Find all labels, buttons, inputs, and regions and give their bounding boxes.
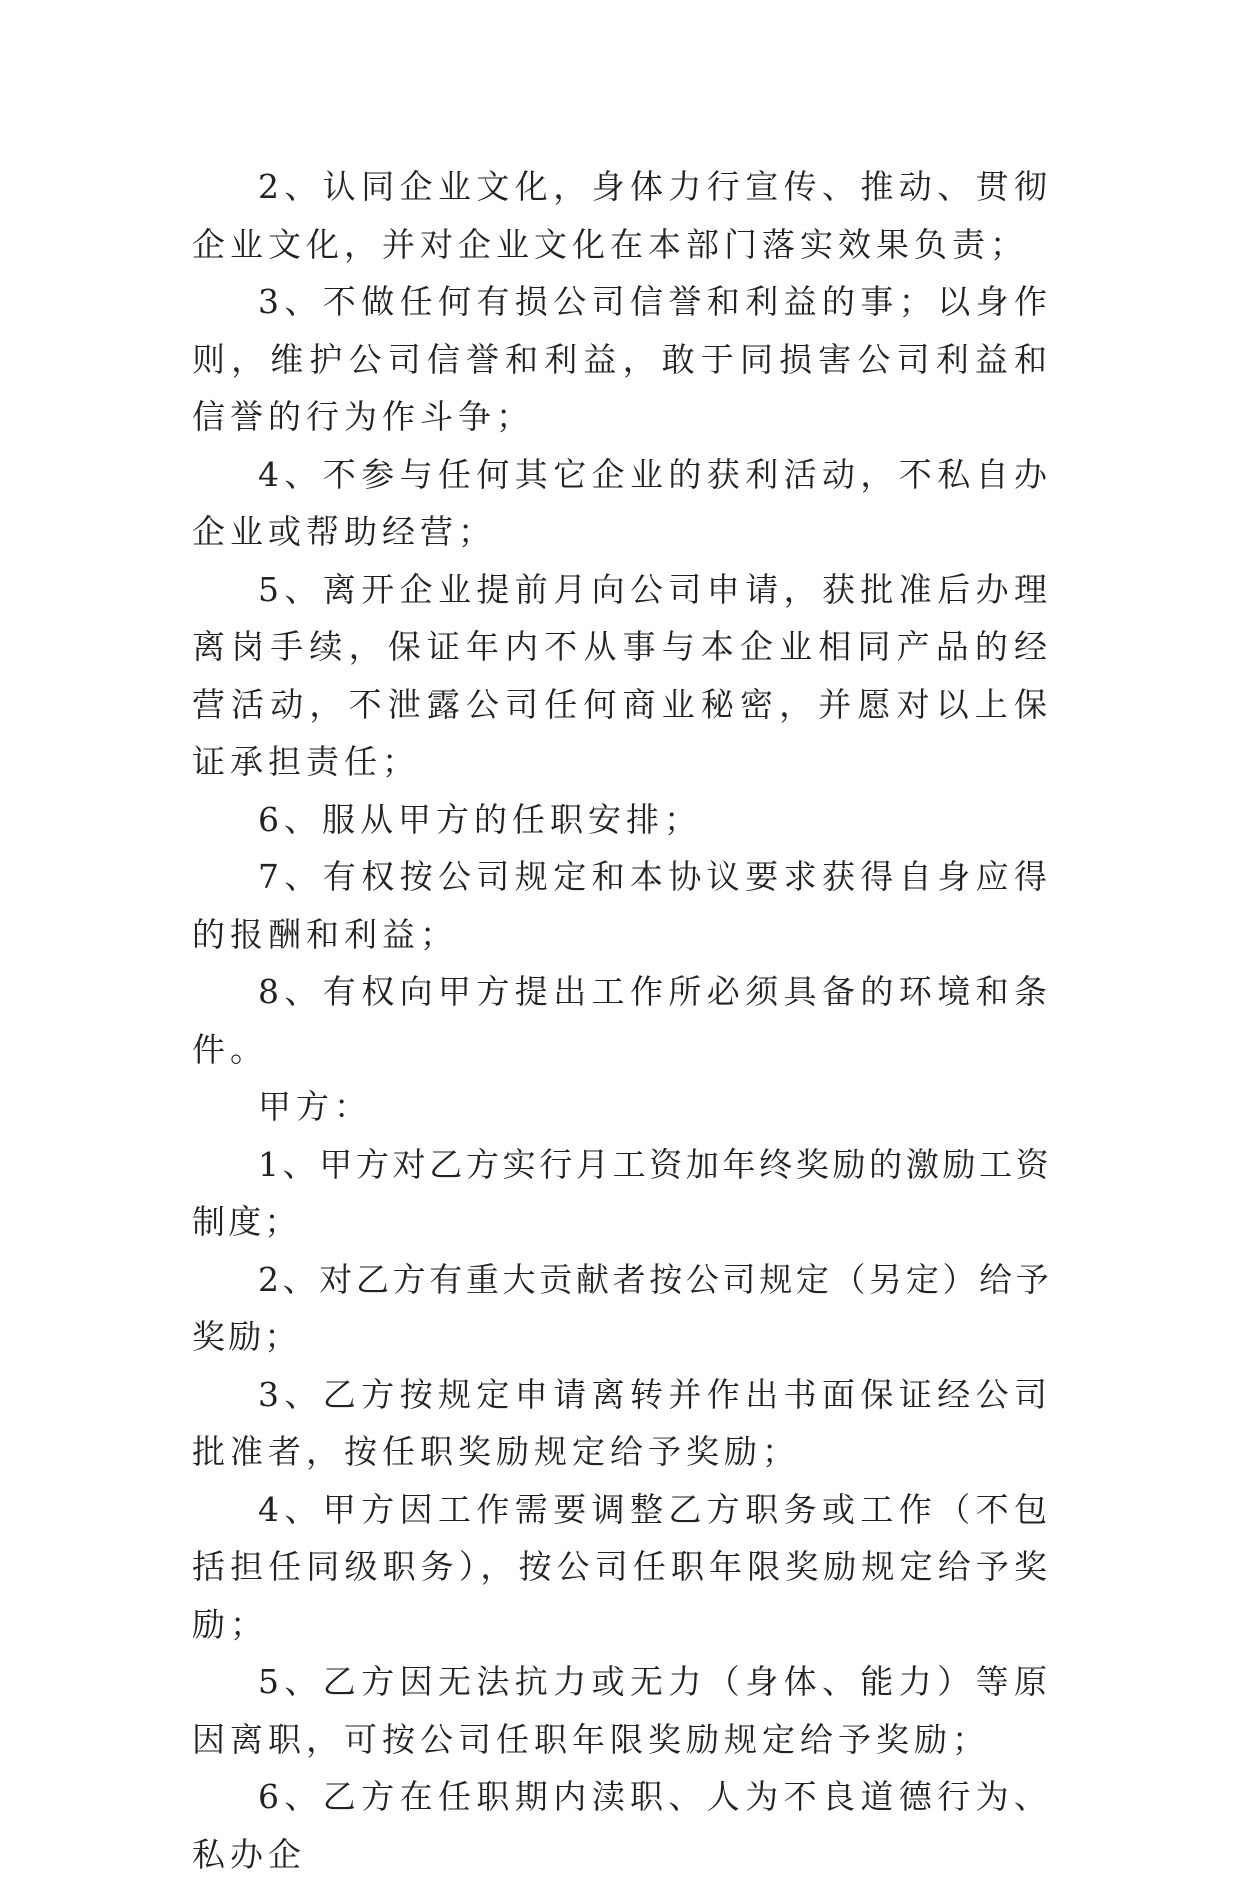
paragraph-7-compensation: 7、有权按公司规定和本协议要求获得自身应得的报酬和利益； <box>192 857 1052 954</box>
paragraph-5-resignation: 5、离开企业提前月向公司申请，获批准后办理离岗手续，保证年内不从事与本企业相同产品的经营活动，不泄露公司任何商业秘密，并愿对以上保证承担责任； <box>192 569 1052 781</box>
party-a-item-5-force-majeure: 5、乙方因无法抗力或无力（身体、能力）等原因离职，可按公司任职年限奖励规定给予奖励； <box>192 1662 1052 1759</box>
party-a-item-6-misconduct: 6、乙方在任职期内渎职、人为不良道德行为、私办企 <box>192 1777 1052 1874</box>
party-a-item-3-transfer-reward: 3、乙方按规定申请离转并作出书面保证经公司批准者，按任职奖励规定给予奖励； <box>192 1374 1052 1471</box>
paragraph-3-reputation: 3、不做任何有损公司信誉和利益的事；以身作则，维护公司信誉和利益，敢于同损害公司利益和信誉的行为作斗争； <box>192 282 1052 436</box>
paragraph-4-no-outside-business: 4、不参与任何其它企业的获利活动，不私自办企业或帮助经营； <box>192 454 1052 551</box>
paragraph-2-culture: 2、认同企业文化，身体力行宣传、推动、贯彻企业文化，并对企业文化在本部门落实效果负责； <box>192 167 1052 264</box>
document-body <box>192 158 1052 1883</box>
paragraph-6-assignment: 6、服从甲方的任职安排； <box>258 799 702 839</box>
paragraph-8-work-conditions: 8、有权向甲方提出工作所必须具备的环境和条件。 <box>192 972 1052 1069</box>
party-a-item-2-contribution-reward: 2、对乙方有重大贡献者按公司规定（另定）给予奖励； <box>192 1259 1052 1356</box>
party-a-heading: 甲方： <box>258 1087 372 1126</box>
party-a-item-4-adjustment-reward: 4、甲方因工作需要调整乙方职务或工作（不包括担任同级职务），按公司任职年限奖励规定给予奖励； <box>192 1489 1052 1644</box>
party-a-item-1-salary: 1、甲方对乙方实行月工资加年终奖励的激励工资制度； <box>192 1144 1052 1241</box>
